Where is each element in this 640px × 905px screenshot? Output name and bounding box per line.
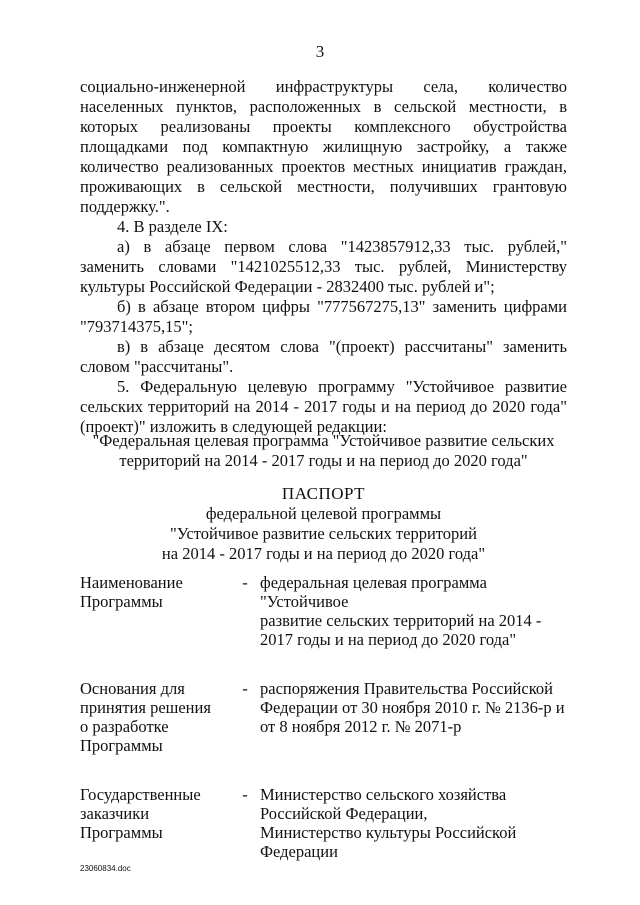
page-number: 3 [315,42,325,61]
row-label-line: о разработке [80,717,169,736]
paragraph-item-4a: а) в абзаце первом слова "1423857912,33 тыс. рублей," заменить словами "1421025512,33 тыс. рублей, Министерству культуры Российской Федерации - 2832400 тыс. рублей и"; [80,237,567,296]
row-value-line: Российской Федерации, [260,804,428,823]
row-gap [80,649,567,679]
passport-table [80,573,567,861]
row-value-line: распоряжения Правительства Российской [260,679,553,698]
row-value-line: 2017 годы и на период до 2020 года" [260,630,517,649]
row-label [80,785,230,861]
row-dash: - [242,679,248,698]
body-text [80,77,567,437]
passport-subtitle-line: на 2014 - 2017 годы и на период до 2020 года" [161,544,486,563]
row-value-line: развитие сельских территорий на 2014 - [260,611,542,630]
row-value-line: федеральная целевая программа "Устойчивое [260,573,487,611]
passport-subtitle-line: федеральной целевой программы [205,504,442,523]
row-value-line: Федерации [260,842,338,861]
passport-row-customers [80,785,567,861]
row-dash: - [242,573,248,592]
paragraph-item-5: 5. Федеральную целевую программу "Устойчивое развитие сельских территорий на 2014 - 2017 годы и на период до 2020 года" (проект)" изложить в следующей редакции: [80,377,567,436]
paragraph-item-4: 4. В разделе IX: [117,217,228,236]
passport-row-basis [80,679,567,755]
program-quote-title [80,431,567,471]
row-value [260,573,567,649]
row-dash: - [242,785,248,804]
quote-title-line: "Федеральная целевая программа "Устойчивое развитие сельских [92,431,555,450]
row-value [260,679,567,755]
row-label-line: Наименование [80,573,183,592]
paragraph-item-4b: б) в абзаце втором цифры "777567275,13" заменить цифрами "793714375,15"; [80,297,567,336]
row-gap [80,755,567,785]
row-label [80,679,230,755]
paragraph-continuation: социально-инженерной инфраструктуры села, количество населенных пунктов, расположенных в сельской местности, в которых реализованы проекты комплексного обустройства площадками под компактную жилищную застройку, а также количество реализованных проектов местных инициатив граждан, проживающих в сельской местности, получивших грантовую поддержку.". [80,77,567,216]
row-label-line: принятия решения [80,698,211,717]
row-label [80,573,230,649]
row-label-line: Основания для [80,679,185,698]
passport-heading: ПАСПОРТ [281,484,366,503]
row-label-line: Программы [80,592,163,611]
passport-header [80,484,567,564]
row-label-line: Государственные [80,785,201,804]
row-value-line: Федерации от 30 ноября 2010 г. № 2136-р и [260,698,565,717]
row-value-line: от 8 ноября 2012 г. № 2071-р [260,717,462,736]
passport-row-name [80,573,567,649]
passport-subtitle-line: "Устойчивое развитие сельских территорий [170,524,477,543]
row-value-line: Министерство сельского хозяйства [260,785,507,804]
row-value [260,785,567,861]
paragraph-item-4c: в) в абзаце десятом слова "(проект) рассчитаны" заменить словом "рассчитаны". [80,337,567,376]
row-value-line: Министерство культуры Российской [260,823,517,842]
document-filename: 23060834.doc [80,864,131,873]
row-label-line: Программы [80,736,163,755]
quote-title-line: территорий на 2014 - 2017 годы и на период до 2020 года" [119,451,528,470]
row-label-line: заказчики Программы [80,804,163,842]
